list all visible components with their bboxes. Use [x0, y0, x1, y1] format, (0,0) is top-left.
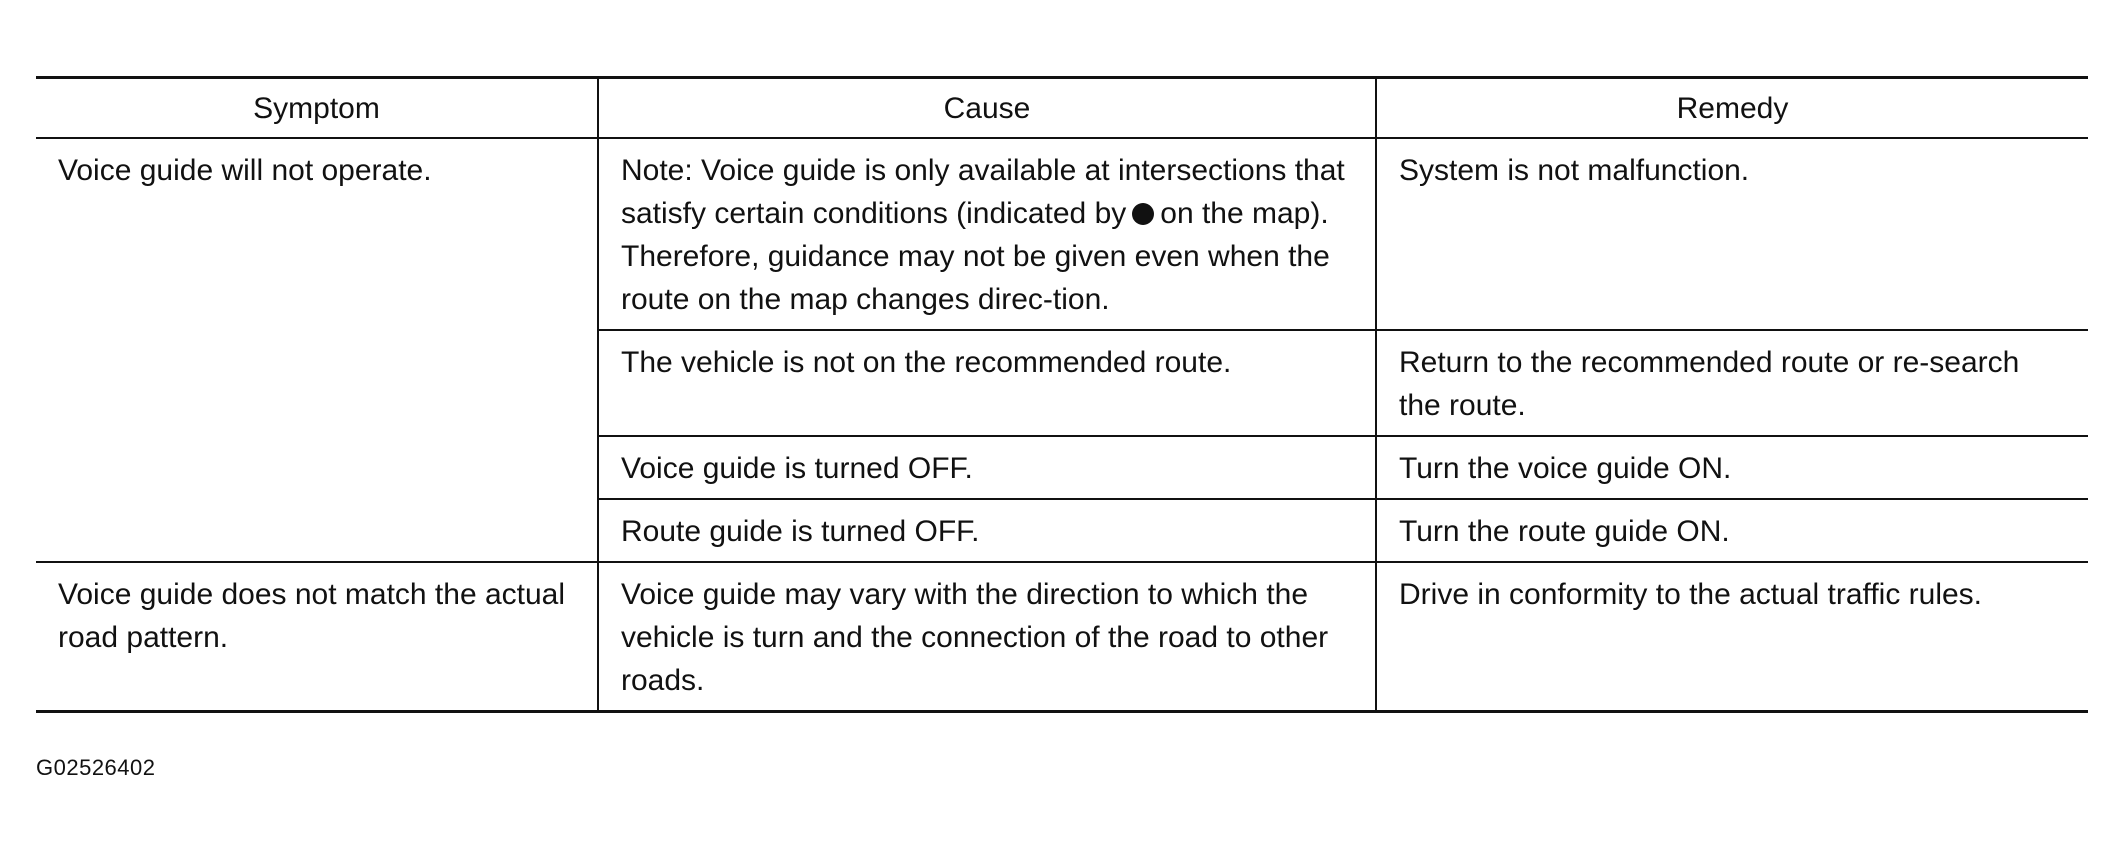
troubleshooting-table — [36, 76, 2088, 713]
symptom-cell: Voice guide does not match the actual road pattern. — [36, 562, 598, 712]
filled-circle-icon — [1132, 203, 1154, 225]
remedy-cell: Drive in conformity to the actual traffic rules. — [1376, 562, 2088, 712]
table-row — [36, 562, 2088, 712]
remedy-cell: Turn the route guide ON. — [1376, 499, 2088, 562]
symptom-cell: Voice guide will not operate. — [36, 138, 598, 562]
figure-id: G02526402 — [36, 755, 156, 780]
cause-cell: The vehicle is not on the recommended route. — [598, 330, 1376, 436]
remedy-cell: Turn the voice guide ON. — [1376, 436, 2088, 499]
cause-cell: Route guide is turned OFF. — [598, 499, 1376, 562]
table-header-row — [36, 78, 2088, 139]
header-remedy: Remedy — [1376, 78, 2088, 139]
header-symptom: Symptom — [36, 78, 598, 139]
remedy-cell: Return to the recommended route or re-search the route. — [1376, 330, 2088, 436]
header-cause: Cause — [598, 78, 1376, 139]
cause-cell: Voice guide is turned OFF. — [598, 436, 1376, 499]
cause-cell — [598, 138, 1376, 330]
table-row — [36, 138, 2088, 330]
cause-cell: Voice guide may vary with the direction to which the vehicle is turn and the connection of the road to other roads. — [598, 562, 1376, 712]
cause-text-after-marker: on the map). Therefore, guidance may not be given even when the route on the map changes direc-tion. — [621, 197, 1330, 316]
remedy-cell: System is not malfunction. — [1376, 138, 2088, 330]
cause-text-before-marker: Note: Voice guide is only available at intersections that satisfy certain conditions (indicated by — [621, 154, 1345, 230]
